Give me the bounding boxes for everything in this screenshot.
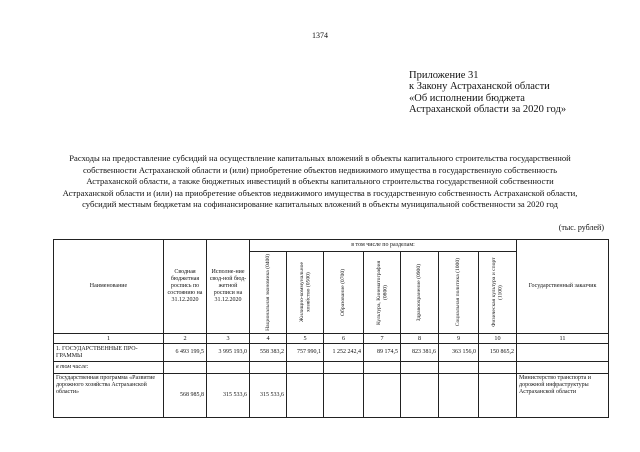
column-number: 3 bbox=[207, 334, 250, 344]
row-actual bbox=[207, 362, 250, 374]
row-plan: 568 985,8 bbox=[164, 374, 207, 418]
appendix-line: Астраханской области за 2020 год» bbox=[409, 104, 567, 116]
row-section-value bbox=[401, 362, 439, 374]
title-line: Астраханской области и (или) на приобретение объектов недвижимого имущества в государственную собственность Астраханской области, bbox=[62, 187, 578, 198]
row-name: 1. ГОСУДАРСТВЕННЫЕ ПРО-ГРАММЫ bbox=[54, 344, 164, 362]
column-number: 2 bbox=[164, 334, 207, 344]
row-section-value bbox=[287, 374, 324, 418]
title-line: собственности Астраханской области и (или) приобретение объектов недвижимого имущества в государственную собственность bbox=[82, 164, 558, 175]
header-section-cell bbox=[324, 252, 364, 334]
row-customer bbox=[517, 362, 609, 374]
row-section-value: 757 990,1 bbox=[287, 344, 324, 362]
header-section-cell bbox=[479, 252, 517, 334]
appendix-block bbox=[409, 70, 566, 116]
header-actual: Исполне-ние свод-ной бюд-жетной росписи на 31.12.2020 bbox=[207, 240, 250, 334]
header-section-label: Жилищно-коммунальное хозяйство (0500) bbox=[298, 262, 311, 323]
table-row bbox=[54, 344, 609, 362]
row-customer bbox=[517, 344, 609, 362]
column-number-row bbox=[54, 334, 609, 344]
document-title bbox=[30, 153, 610, 211]
row-plan: 6 493 199,5 bbox=[164, 344, 207, 362]
header-customer: Государственный заказчик bbox=[517, 240, 609, 334]
header-section-label: Здравоохранение (0900) bbox=[416, 263, 423, 322]
row-section-value bbox=[250, 362, 287, 374]
header-section-cell bbox=[439, 252, 479, 334]
table-row bbox=[54, 362, 609, 374]
header-section-label: Физическая культура и спорт (1100) bbox=[491, 257, 504, 328]
header-row bbox=[54, 240, 609, 252]
column-number: 7 bbox=[364, 334, 401, 344]
page-number: 1374 bbox=[312, 31, 328, 40]
appendix-line: Приложение 31 bbox=[409, 70, 479, 81]
appendix-line: «Об исполнении бюджета bbox=[409, 92, 525, 104]
row-section-value: 823 381,6 bbox=[401, 344, 439, 362]
header-sections-group: в том числе по разделам: bbox=[250, 240, 517, 252]
column-number: 10 bbox=[479, 334, 517, 344]
header-name: Наименование bbox=[54, 240, 164, 334]
column-number: 11 bbox=[517, 334, 609, 344]
header-section-cell bbox=[364, 252, 401, 334]
column-number: 4 bbox=[250, 334, 287, 344]
header-section-label: Социальная политика (1000) bbox=[455, 258, 462, 327]
header-section-cell bbox=[250, 252, 287, 334]
budget-table bbox=[53, 239, 609, 418]
header-section-cell bbox=[287, 252, 324, 334]
title-line: субсидий местным бюджетам на софинансирование капитальных вложений в объекты муниципальной собственности за 2020 год bbox=[82, 199, 558, 210]
column-number: 9 bbox=[439, 334, 479, 344]
row-section-value: 363 156,0 bbox=[439, 344, 479, 362]
appendix-line: к Закону Астраханской области bbox=[409, 81, 550, 93]
row-section-value: 89 174,5 bbox=[364, 344, 401, 362]
header-section-label: Национальная экономика (0400) bbox=[264, 254, 271, 331]
units-label: (тыс. рублей) bbox=[558, 223, 604, 232]
row-actual: 3 995 193,0 bbox=[207, 344, 250, 362]
row-name: Государственная программа «Развитие дорожного хозяйства Астраханской области» bbox=[54, 374, 164, 418]
header-section-cell bbox=[401, 252, 439, 334]
column-number: 8 bbox=[401, 334, 439, 344]
column-number: 6 bbox=[324, 334, 364, 344]
row-section-value bbox=[287, 362, 324, 374]
column-number: 1 bbox=[54, 334, 164, 344]
column-number: 5 bbox=[287, 334, 324, 344]
row-name: в том числе: bbox=[54, 362, 164, 374]
row-section-value bbox=[401, 374, 439, 418]
row-section-value bbox=[439, 362, 479, 374]
row-section-value bbox=[324, 362, 364, 374]
row-section-value: 558 383,2 bbox=[250, 344, 287, 362]
row-section-value bbox=[439, 374, 479, 418]
title-line: Астраханской области, а также бюджетных инвестиций в объекты капитального строительства государственной собственности bbox=[86, 176, 554, 187]
header-section-label: Образование (0700) bbox=[340, 269, 347, 316]
header-section-label: Культура, Кинематография (0800) bbox=[375, 260, 388, 325]
row-plan bbox=[164, 362, 207, 374]
row-section-value bbox=[324, 374, 364, 418]
row-customer: Министерство транспорта и дорожной инфраструктуры Астраханской области bbox=[517, 374, 609, 418]
title-line: Расходы на предоставление субсидий на осуществление капитальных вложений в объекты капитального строительства государственной bbox=[69, 153, 571, 163]
header-plan: Сводная бюджетная роспись по состоянию на 31.12.2020 bbox=[164, 240, 207, 334]
row-section-value bbox=[479, 374, 517, 418]
row-section-value bbox=[364, 362, 401, 374]
table-row bbox=[54, 374, 609, 418]
row-section-value: 1 252 242,4 bbox=[324, 344, 364, 362]
row-actual: 315 533,6 bbox=[207, 374, 250, 418]
row-section-value bbox=[479, 362, 517, 374]
row-section-value bbox=[364, 374, 401, 418]
row-section-value: 150 865,2 bbox=[479, 344, 517, 362]
row-section-value: 315 533,6 bbox=[250, 374, 287, 418]
